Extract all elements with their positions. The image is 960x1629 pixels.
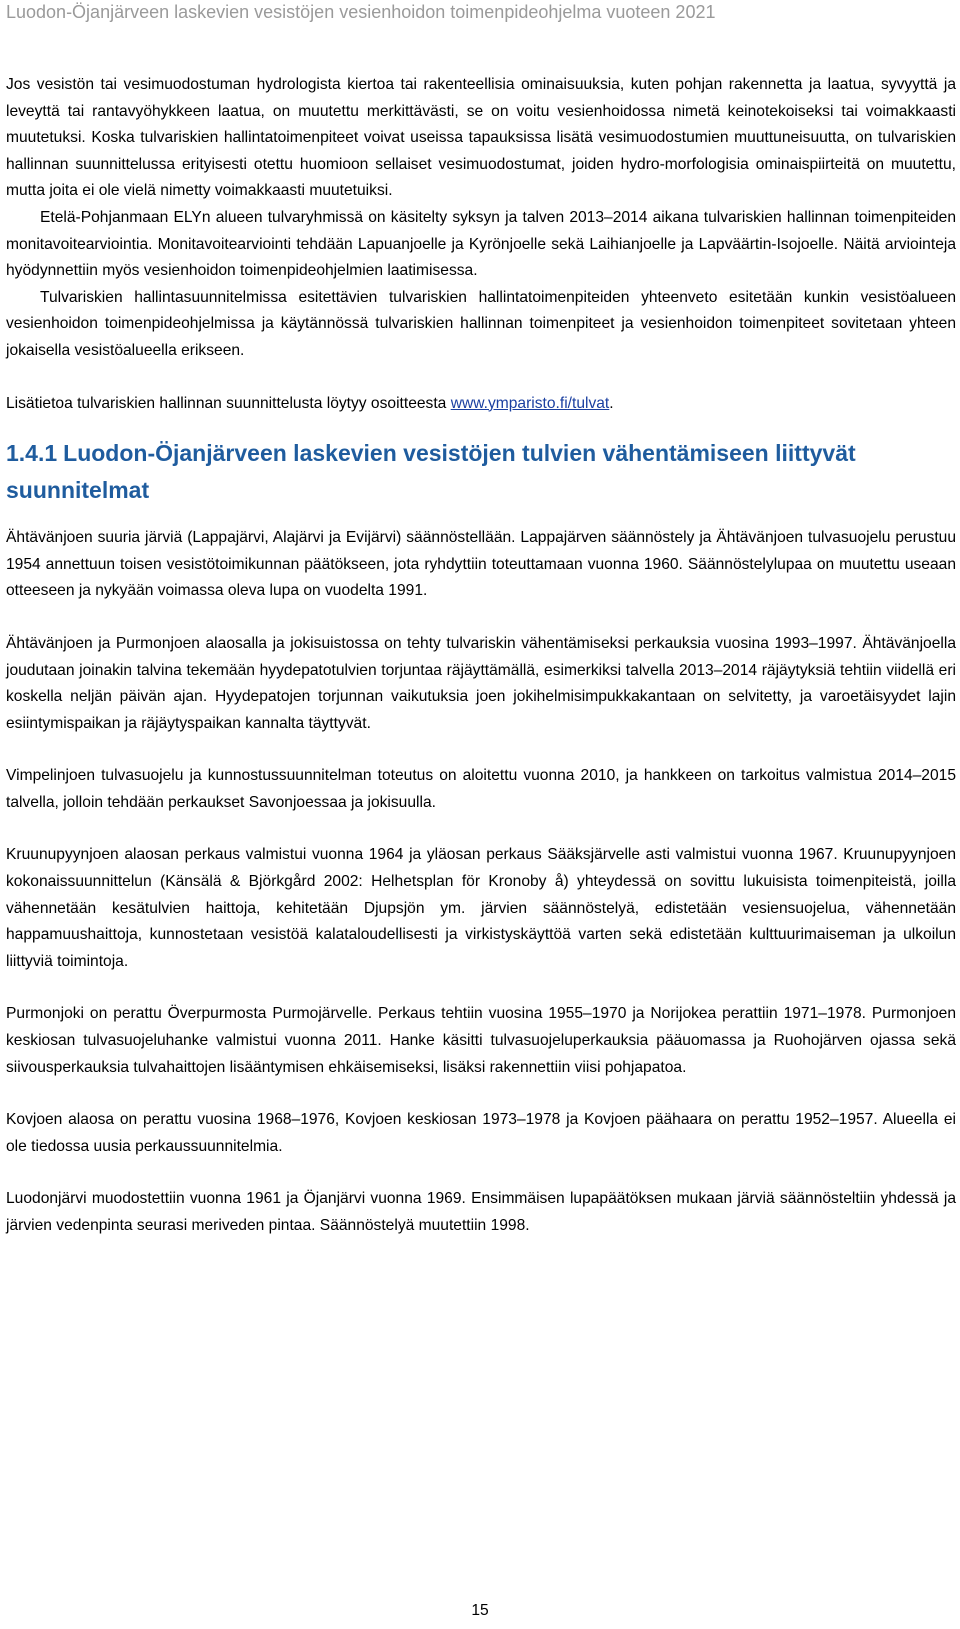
- paragraph: Luodonjärvi muodostettiin vuonna 1961 ja Öjanjärvi vuonna 1969. Ensimmäisen lupapäätöksen mukaan järviä säännösteltiin yhdessä ja järvien vedenpinta seurasi meriveden pintaa. Säännöstelyä muutettiin 1998.: [6, 1190, 956, 1234]
- paragraph: Purmonjoki on perattu Överpurmosta Purmojärvelle. Perkaus tehtiin vuosina 1955–1970 ja Norijokea perattiin 1971–1978. Purmonjoen keskiosan tulvasuojeluhanke valmistui vuonna 2011. Hanke käsitti tulvasuojeluperkauksia pääuomassa ja Ruohojärven ojassa sekä siivousperkauksia tulvahaittojen lisääntymisen ehkäisemiseksi, lisäksi rakennettiin viisi pohjapatoa.: [6, 1005, 956, 1076]
- document-body: [6, 72, 956, 1240]
- more-info-paragraph: [6, 391, 956, 418]
- paragraph: Ähtävänjoen suuria järviä (Lappajärvi, Alajärvi ja Evijärvi) säännöstellään. Lappajärven säännöstely ja Ähtävänjoen tulvasuojelu perustuu 1954 annettuun toisen vesistötoimikunnan päätökseen, jota ryhdyttiin toteuttamaan vuonna 1960. Säännöstelylupaa on muutettu useaan otteeseen ja nykyään voimassa oleva lupa on vuodelta 1991.: [6, 529, 956, 600]
- paragraph: Etelä-Pohjanmaan ELYn alueen tulvaryhmissä on käsitelty syksyn ja talven 2013–2014 aikana tulvariskien hallinnan toimenpiteiden monitavoitearviointia. Monitavoitearviointi tehdään Lapuanjoelle ja Kyrönjoelle sekä Laihianjoelle ja Lapväärtin-Isojoelle. Näitä arviointeja hyödynnettiin myös vesienhoidon toimenpideohjelmien laatimisessa.: [6, 208, 956, 280]
- paragraph: Vimpelinjoen tulvasuojelu ja kunnostussuunnitelman toteutus on aloitettu vuonna 2010, ja hankkeen on tarkoitus valmistua 2014–2015 talvella, jolloin tehdään perkaukset Savonjoessaa ja jokisuulla.: [6, 767, 956, 811]
- section-heading: [6, 435, 956, 509]
- more-info-text: Lisätietoa tulvariskien hallinnan suunnittelusta löytyy osoitteesta: [6, 394, 451, 412]
- section-number: 1.4.1: [6, 440, 58, 467]
- paragraph: Ähtävänjoen ja Purmonjoen alaosalla ja jokisuistossa on tehty tulvariskin vähentämiseksi perkauksia vuosina 1993–1997. Ähtävänjoella joudutaan joinakin talvina tekemään hyydepatotulvien torjuntaa räjäyttämällä, esimerkiksi talvella 2013–2014 räjäytyksiä tehtiin viidellä eri koskella neljän päivän ajan. Hyydepatojen torjunnan vaikutuksia joen jokihelmisimpukkakantaan on selvitetty, ja varoetäisyydet lajin esiintymispaikan ja räjäytyspaikan kannalta täyttyvät.: [6, 634, 956, 732]
- paragraph: Jos vesistön tai vesimuodostuman hydrologista kiertoa tai rakenteellisia ominaisuuksia, kuten pohjan rakennetta ja laatua, syvyyttä ja leveyttä tai rantavyöhykkeen laatua, on muutettu merkittävästi, se on voitu vesienhoidossa nimetä keinotekoiseksi tai voimakkaasti muutetuksi. Koska tulvariskien hallintatoimenpiteet voivat useissa tapauksissa lisätä vesimuodostumien muuttuneisuutta, on tulvariskien hallinnan suunnittelussa erityisesti otettu huomioon sellaiset vesimuodostumat, joiden hydro-morfologisia ominaispiirteitä on muutettu, mutta joita ei ole vielä nimetty voimakkaasti muutetuiksi.: [6, 76, 956, 200]
- section-title: Luodon-Öjanjärveen laskevien vesistöjen tulvien vähentämiseen liittyvät suunnitelmat: [6, 440, 856, 504]
- paragraph: Kovjoen alaosa on perattu vuosina 1968–1976, Kovjoen keskiosan 1973–1978 ja Kovjoen päähaara on perattu 1952–1957. Alueella ei ole tiedossa uusia perkaussuunnitelmia.: [6, 1111, 956, 1155]
- page-number: 15: [471, 1602, 489, 1619]
- running-header: Luodon-Öjanjärveen laskevien vesistöjen vesienhoidon toimenpideohjelma vuoteen 2021: [6, 2, 716, 22]
- more-info-suffix: .: [609, 394, 614, 412]
- paragraph: Kruunupyynjoen alaosan perkaus valmistui vuonna 1964 ja yläosan perkaus Sääksjärvelle asti valmistui vuonna 1967. Kruunupyynjoen kokonaissuunnittelun (Känsälä & Björkgård 2002: Helhetsplan för Kronoby å) yhteydessä on sovittu lukuisista toimenpiteistä, joilla vähennetään kesätulvien haittoja, kehitetään Djupsjön ym. järvien säännöstelyä, edistetään vesiensuojelua, vähennetään happamuushaittoja, kunnostetaan vesistöä kalataloudellisesti ja virkistyskäyttöä varten sekä edistetään kulttuurimaiseman ja ulkoilun liittyviä toimintoja.: [6, 846, 956, 970]
- paragraph: Tulvariskien hallintasuunnitelmissa esitettävien tulvariskien hallintatoimenpiteiden yhteenveto esitetään kunkin vesistöalueen vesienhoidon toimenpideohjelmissa ja käytännössä tulvariskien hallinnan toimenpiteet ja vesienhoidon toimenpiteet sovitetaan yhteen jokaisella vesistöalueella erikseen.: [6, 288, 956, 359]
- tulvat-link[interactable]: www.ymparisto.fi/tulvat: [450, 394, 610, 412]
